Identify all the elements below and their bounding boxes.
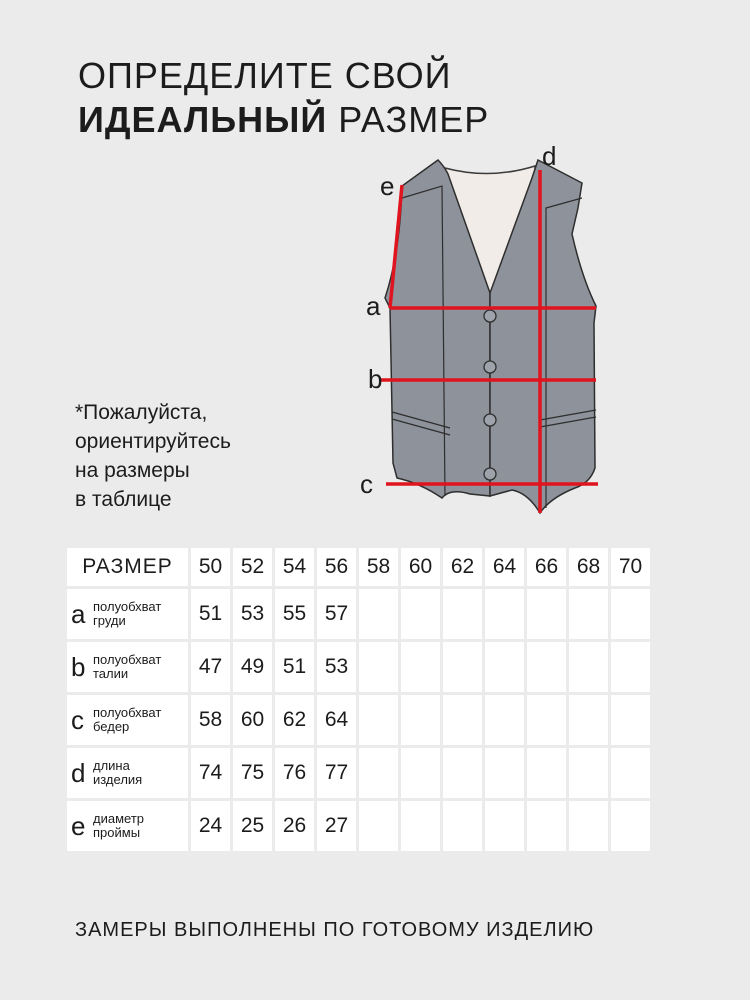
value-cell — [611, 642, 650, 692]
value-cell — [359, 589, 398, 639]
value-cell: 64 — [317, 695, 356, 745]
value-cell — [611, 801, 650, 851]
value-cell — [527, 589, 566, 639]
value-cell — [485, 589, 524, 639]
value-cell: 75 — [233, 748, 272, 798]
title-rest: РАЗМЕР — [338, 99, 490, 140]
value-cell — [611, 748, 650, 798]
value-cell — [359, 801, 398, 851]
value-cell: 26 — [275, 801, 314, 851]
table-row — [67, 642, 650, 692]
size-table — [64, 545, 653, 854]
size-note — [75, 398, 231, 514]
value-cell: 58 — [191, 695, 230, 745]
value-cell — [611, 589, 650, 639]
value-cell — [359, 642, 398, 692]
param-letter: a — [71, 599, 86, 629]
page-title — [78, 54, 489, 142]
header-size: 50 — [191, 548, 230, 586]
value-cell — [569, 589, 608, 639]
header-size: 56 — [317, 548, 356, 586]
value-cell — [485, 801, 524, 851]
value-cell: 27 — [317, 801, 356, 851]
param-desc: полуобхват груди — [93, 599, 162, 628]
value-cell — [401, 589, 440, 639]
value-cell: 51 — [275, 642, 314, 692]
value-cell — [569, 801, 608, 851]
label-b: b — [368, 364, 383, 394]
value-cell — [401, 748, 440, 798]
note-line: *Пожалуйста, — [75, 401, 208, 424]
value-cell — [443, 642, 482, 692]
table-row — [67, 695, 650, 745]
value-cell — [569, 748, 608, 798]
param-cell — [67, 748, 188, 798]
vest-diagram — [350, 138, 620, 523]
table-row — [67, 801, 650, 851]
note-line: в таблице — [75, 488, 172, 511]
value-cell — [569, 695, 608, 745]
param-letter: b — [71, 652, 86, 682]
value-cell — [611, 695, 650, 745]
label-e: e — [380, 171, 395, 201]
header-size: 54 — [275, 548, 314, 586]
param-desc: полуобхват талии — [93, 652, 162, 681]
header-size: 62 — [443, 548, 482, 586]
title-bold: ИДЕАЛЬНЫЙ — [78, 99, 328, 140]
value-cell — [401, 695, 440, 745]
label-d: d — [542, 141, 557, 171]
value-cell — [443, 801, 482, 851]
value-cell — [359, 695, 398, 745]
table-row — [67, 589, 650, 639]
header-size: 52 — [233, 548, 272, 586]
param-letter: c — [71, 705, 84, 735]
label-a: a — [366, 291, 381, 321]
value-cell: 76 — [275, 748, 314, 798]
note-line: на размеры — [75, 459, 190, 482]
label-c: c — [360, 469, 373, 499]
header-size: 64 — [485, 548, 524, 586]
value-cell — [569, 642, 608, 692]
value-cell — [527, 695, 566, 745]
value-cell: 24 — [191, 801, 230, 851]
value-cell — [485, 695, 524, 745]
value-cell — [359, 748, 398, 798]
header-size: 60 — [401, 548, 440, 586]
param-desc: длина изделия — [93, 758, 143, 787]
value-cell: 49 — [233, 642, 272, 692]
measurement-footnote: ЗАМЕРЫ ВЫПОЛНЕНЫ ПО ГОТОВОМУ ИЗДЕЛИЮ — [75, 919, 595, 941]
title-line-2 — [78, 98, 489, 142]
value-cell — [443, 748, 482, 798]
value-cell: 25 — [233, 801, 272, 851]
value-cell — [527, 642, 566, 692]
param-letter: d — [71, 758, 86, 788]
value-cell — [443, 695, 482, 745]
param-desc: диаметр проймы — [93, 811, 144, 840]
header-size: 68 — [569, 548, 608, 586]
header-size: 70 — [611, 548, 650, 586]
value-cell — [527, 748, 566, 798]
value-cell: 77 — [317, 748, 356, 798]
value-cell — [485, 642, 524, 692]
param-cell — [67, 642, 188, 692]
title-line-1: ОПРЕДЕЛИТЕ СВОЙ — [78, 55, 452, 96]
value-cell: 74 — [191, 748, 230, 798]
value-cell: 57 — [317, 589, 356, 639]
value-cell: 53 — [233, 589, 272, 639]
value-cell — [527, 801, 566, 851]
header-size-label: РАЗМЕР — [67, 548, 188, 586]
table-row — [67, 748, 650, 798]
header-size: 58 — [359, 548, 398, 586]
param-cell — [67, 801, 188, 851]
value-cell — [485, 748, 524, 798]
value-cell: 51 — [191, 589, 230, 639]
value-cell: 53 — [317, 642, 356, 692]
param-cell — [67, 589, 188, 639]
value-cell: 47 — [191, 642, 230, 692]
param-letter: e — [71, 811, 86, 841]
header-size: 66 — [527, 548, 566, 586]
value-cell: 60 — [233, 695, 272, 745]
table-header-row — [67, 548, 650, 586]
value-cell: 62 — [275, 695, 314, 745]
note-line: ориентируйтесь — [75, 430, 231, 453]
value-cell — [443, 589, 482, 639]
param-desc: полуобхват бедер — [93, 705, 162, 734]
param-cell — [67, 695, 188, 745]
value-cell — [401, 801, 440, 851]
value-cell — [401, 642, 440, 692]
value-cell: 55 — [275, 589, 314, 639]
